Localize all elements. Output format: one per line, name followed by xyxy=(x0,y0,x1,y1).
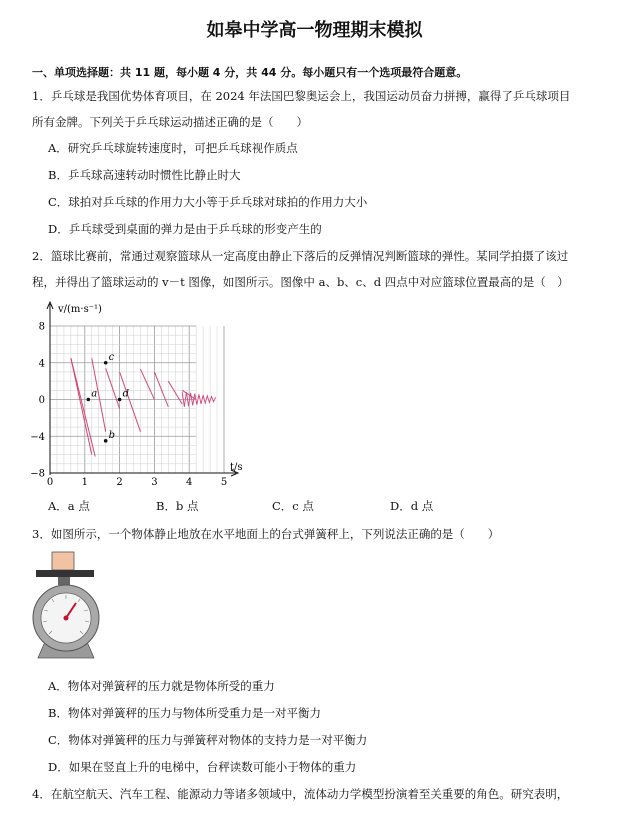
y-tick-label: 0 xyxy=(38,395,45,406)
point-label-b: b xyxy=(108,429,116,441)
q2-option-a[interactable]: A．a 点 xyxy=(48,499,90,513)
q1-option-d[interactable]: D．乒乓球受到桌面的弹力是由于乒乓球的形变产生的 xyxy=(48,222,322,236)
q1-stem-line1: 1．乒乓球是我国优势体育项目，在 2024 年法国巴黎奥运会上，我国运动员奋力拼搏，赢得了乒乓球项目 xyxy=(32,89,571,103)
chart-ticks xyxy=(30,322,227,489)
q2-stem-line2: 程，并得出了篮球运动的 v－t 图像，如图所示。图像中 a、b、c、d 四点中对应篮球位置最高的是（ ） xyxy=(32,275,569,289)
q2-stem-line1: 2．篮球比赛前，常通过观察篮球从一定高度由静止下落后的反弹情况判断篮球的弹性。某同学拍摄了该过 xyxy=(32,249,569,263)
q1-option-b[interactable]: B．乒乓球高速转动时惯性比静止时大 xyxy=(48,168,241,182)
x-tick-label: 0 xyxy=(46,477,54,488)
x-tick-label: 4 xyxy=(186,477,193,488)
point-d xyxy=(118,398,122,402)
x-tick-label: 3 xyxy=(151,477,158,488)
q2-option-b[interactable]: B．b 点 xyxy=(156,499,199,513)
object-block xyxy=(52,552,74,570)
q4-stem: 4．在航空航天、汽车工程、能源动力等诸多领域中，流体动力学模型扮演着至关重要的角色。研究表明， xyxy=(32,787,569,801)
q3-option-d[interactable]: D．如果在竖直上升的电梯中，台秤读数可能小于物体的重力 xyxy=(48,760,357,774)
chart-ylabel: v/(m·s⁻¹) xyxy=(58,304,102,315)
chart-series xyxy=(71,358,216,456)
vt-chart xyxy=(30,298,243,492)
q1-stem-line2: 所有金牌。下列关于乒乓球运动描述正确的是（ ） xyxy=(32,115,308,129)
x-tick-label: 5 xyxy=(220,477,228,488)
q1-option-c[interactable]: C．球拍对乒乓球的作用力大小等于乒乓球对球拍的作用力大小 xyxy=(48,195,368,209)
page-title: 如皋中学高一物理期末模拟 xyxy=(206,20,423,41)
point-label-c: c xyxy=(108,351,115,363)
q3-option-c[interactable]: C．物体对弹簧秤的压力与弹簧秤对物体的支持力是一对平衡力 xyxy=(48,733,368,747)
spring-scale-figure xyxy=(30,548,102,662)
chart-axes xyxy=(47,302,238,476)
point-b xyxy=(104,439,108,443)
y-tick-label: −8 xyxy=(30,468,45,480)
dial-pivot xyxy=(64,616,69,621)
scale-stem xyxy=(58,577,70,585)
chart-xlabel: t/s xyxy=(230,462,243,473)
q3-option-b[interactable]: B．物体对弹簧秤的压力与物体所受重力是一对平衡力 xyxy=(48,706,321,720)
y-tick-label: 8 xyxy=(38,321,45,333)
point-a xyxy=(86,398,90,402)
point-label-a: a xyxy=(91,388,98,400)
series-line-tail xyxy=(182,392,215,407)
y-tick-label: −4 xyxy=(30,431,45,443)
y-tick-label: 4 xyxy=(38,358,45,370)
scale-pan xyxy=(36,570,94,577)
q3-option-a[interactable]: A．物体对弹簧秤的压力就是物体所受的重力 xyxy=(48,679,275,693)
section-heading: 一、单项选择题：共 11 题，每小题 4 分，共 44 分。每小题只有一个选项最符合题意。 xyxy=(32,66,468,79)
x-tick-label: 2 xyxy=(116,477,123,488)
q2-option-d[interactable]: D．d 点 xyxy=(390,499,434,513)
q3-stem: 3．如图所示，一个物体静止地放在水平地面上的台式弹簧秤上，下列说法正确的是（ ） xyxy=(32,527,500,541)
x-tick-label: 1 xyxy=(81,477,88,488)
q1-option-a[interactable]: A．研究乒乓球旋转速度时，可把乒乓球视作质点 xyxy=(48,141,298,155)
q2-option-c[interactable]: C．c 点 xyxy=(272,499,314,513)
point-label-d: d xyxy=(122,388,130,400)
point-c xyxy=(104,361,108,365)
